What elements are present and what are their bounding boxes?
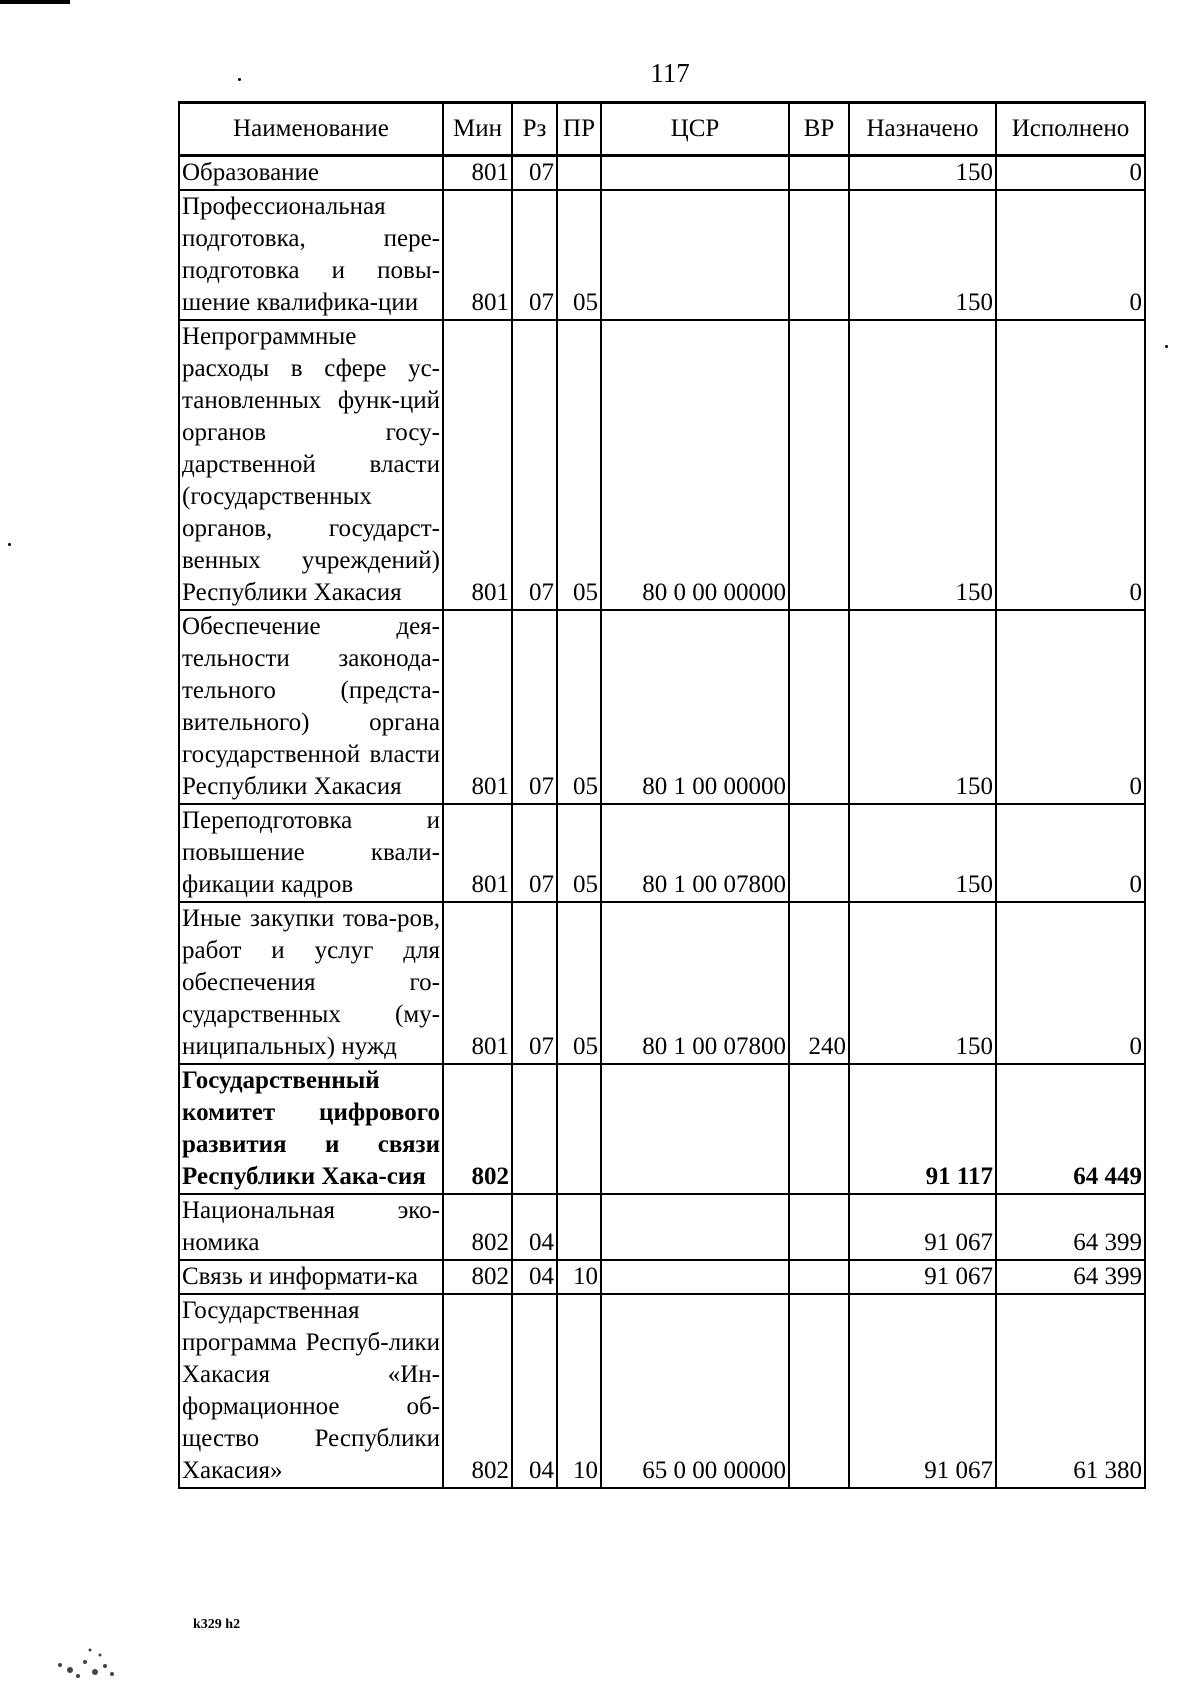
cell-rz: 07 <box>512 804 557 902</box>
scan-speck <box>8 543 11 546</box>
cell-vr <box>789 1064 849 1194</box>
cell-rz: 07 <box>512 190 557 320</box>
table-row <box>179 804 1145 902</box>
header-assigned: Назначено <box>849 103 996 156</box>
cell-min: 801 <box>443 156 512 191</box>
cell-pr: 05 <box>557 320 601 610</box>
cell-vr <box>789 1194 849 1260</box>
cell-csr <box>601 1194 789 1260</box>
cell-rz: 07 <box>512 320 557 610</box>
cell-name: Национальная эко-номика <box>179 1194 443 1260</box>
cell-rz: 07 <box>512 902 557 1064</box>
cell-csr <box>601 1260 789 1294</box>
cell-vr <box>789 1294 849 1488</box>
cell-min: 802 <box>443 1194 512 1260</box>
cell-assigned: 91 067 <box>849 1194 996 1260</box>
cell-name: Образование <box>179 156 443 191</box>
cell-executed: 0 <box>996 902 1145 1064</box>
cell-min: 802 <box>443 1294 512 1488</box>
cell-vr: 240 <box>789 902 849 1064</box>
cell-csr <box>601 156 789 191</box>
cell-name: Обеспечение дея-тельности законода-тельного (предста-вительного) органа государственной власти Республики Хакасия <box>179 610 443 804</box>
cell-vr <box>789 610 849 804</box>
cell-vr <box>789 190 849 320</box>
cell-pr: 05 <box>557 804 601 902</box>
cell-pr: 10 <box>557 1294 601 1488</box>
cell-executed: 0 <box>996 320 1145 610</box>
footer-code: k329 h2 <box>193 1617 241 1632</box>
page-number: 117 <box>650 58 690 88</box>
cell-rz: 07 <box>512 156 557 191</box>
cell-csr: 80 0 00 00000 <box>601 320 789 610</box>
cell-assigned: 150 <box>849 804 996 902</box>
scan-corner-smudge <box>40 1610 130 1680</box>
cell-vr <box>789 804 849 902</box>
cell-min: 801 <box>443 190 512 320</box>
table-row <box>179 1260 1145 1294</box>
header-executed: Исполнено <box>996 103 1145 156</box>
budget-table <box>178 101 1146 1489</box>
cell-executed: 0 <box>996 156 1145 191</box>
header-rz: Рз <box>512 103 557 156</box>
header-name: Наименование <box>179 103 443 156</box>
cell-assigned: 91 067 <box>849 1294 996 1488</box>
cell-executed: 61 380 <box>996 1294 1145 1488</box>
cell-min: 801 <box>443 610 512 804</box>
table-row <box>179 1294 1145 1488</box>
cell-pr: 05 <box>557 610 601 804</box>
scan-speck <box>1165 345 1168 348</box>
cell-assigned: 150 <box>849 902 996 1064</box>
cell-rz: 04 <box>512 1194 557 1260</box>
cell-csr: 80 1 00 07800 <box>601 902 789 1064</box>
cell-min: 802 <box>443 1260 512 1294</box>
header-vr: ВР <box>789 103 849 156</box>
cell-csr: 65 0 00 00000 <box>601 1294 789 1488</box>
cell-pr <box>557 1064 601 1194</box>
cell-executed: 0 <box>996 804 1145 902</box>
cell-min: 801 <box>443 320 512 610</box>
cell-csr <box>601 1064 789 1194</box>
cell-assigned: 150 <box>849 610 996 804</box>
scan-edge-mark <box>0 0 70 4</box>
table-header-row <box>179 103 1145 156</box>
cell-csr <box>601 190 789 320</box>
cell-executed: 64 449 <box>996 1064 1145 1194</box>
cell-name: Профессиональная подготовка, пере-подготовка и повы-шение квалифика-ции <box>179 190 443 320</box>
cell-assigned: 91 067 <box>849 1260 996 1294</box>
cell-vr <box>789 1260 849 1294</box>
cell-csr: 80 1 00 07800 <box>601 804 789 902</box>
cell-executed: 64 399 <box>996 1194 1145 1260</box>
cell-vr <box>789 156 849 191</box>
table-row <box>179 1194 1145 1260</box>
table-row <box>179 610 1145 804</box>
table-row <box>179 1064 1145 1194</box>
cell-executed: 64 399 <box>996 1260 1145 1294</box>
cell-pr: 10 <box>557 1260 601 1294</box>
cell-rz <box>512 1064 557 1194</box>
cell-assigned: 150 <box>849 156 996 191</box>
cell-rz: 04 <box>512 1294 557 1488</box>
cell-vr <box>789 320 849 610</box>
header-min: Мин <box>443 103 512 156</box>
header-pr: ПР <box>557 103 601 156</box>
cell-executed: 0 <box>996 610 1145 804</box>
cell-name: Непрограммные расходы в сфере ус-тановленных функ-ций органов госу-дарственной власти (государственных органов, государст-венных учреждений) Республики Хакасия <box>179 320 443 610</box>
cell-name: Государственная программа Респуб-лики Хакасия «Ин-формационное об-щество Республики Хакасия» <box>179 1294 443 1488</box>
cell-pr <box>557 156 601 191</box>
cell-min: 801 <box>443 804 512 902</box>
cell-name: Связь и информати-ка <box>179 1260 443 1294</box>
cell-pr <box>557 1194 601 1260</box>
table-row <box>179 320 1145 610</box>
cell-pr: 05 <box>557 190 601 320</box>
cell-name: Переподготовка и повышение квали-фикации кадров <box>179 804 443 902</box>
cell-assigned: 91 117 <box>849 1064 996 1194</box>
table-row <box>179 902 1145 1064</box>
cell-assigned: 150 <box>849 320 996 610</box>
table-row <box>179 156 1145 191</box>
cell-rz: 07 <box>512 610 557 804</box>
cell-name: Иные закупки това-ров, работ и услуг для обеспечения го-сударственных (му-ниципальных) нужд <box>179 902 443 1064</box>
table-row <box>179 190 1145 320</box>
cell-min: 802 <box>443 1064 512 1194</box>
cell-rz: 04 <box>512 1260 557 1294</box>
cell-csr: 80 1 00 00000 <box>601 610 789 804</box>
cell-pr: 05 <box>557 902 601 1064</box>
cell-executed: 0 <box>996 190 1145 320</box>
header-csr: ЦСР <box>601 103 789 156</box>
cell-name: Государственный комитет цифрового развития и связи Республики Хака-сия <box>179 1064 443 1194</box>
cell-min: 801 <box>443 902 512 1064</box>
cell-assigned: 150 <box>849 190 996 320</box>
